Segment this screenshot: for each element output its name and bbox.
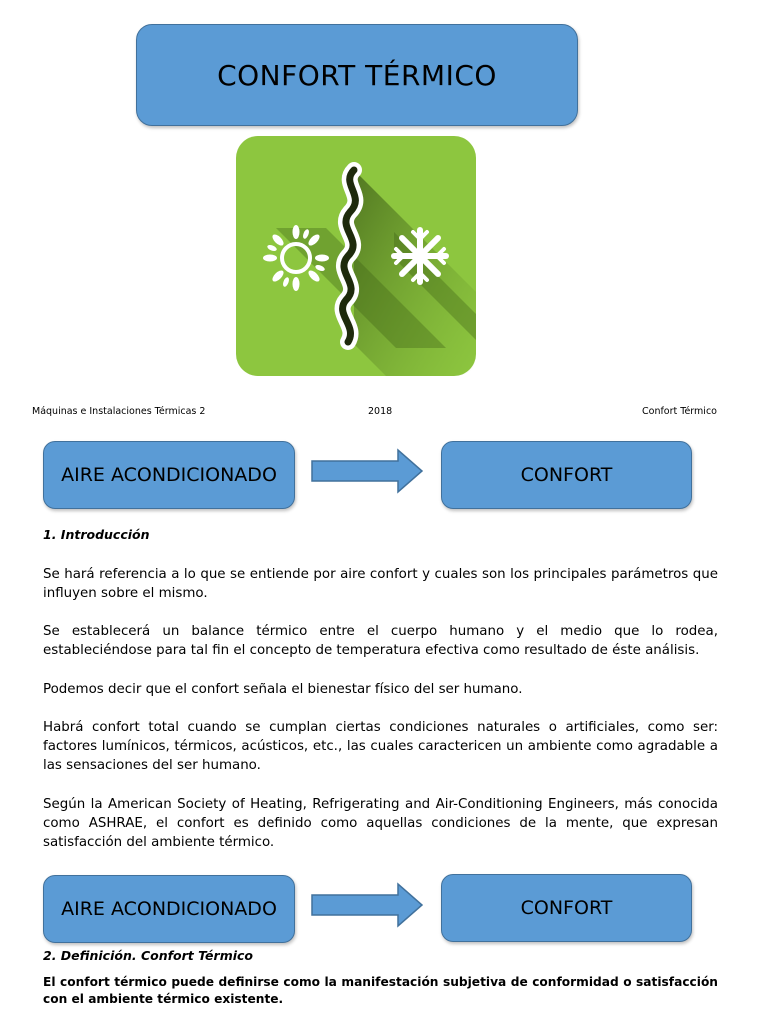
flow-from-label-2: AIRE ACONDICIONADO [61, 898, 277, 920]
right-arrow-icon-2 [310, 882, 425, 928]
flow-box-confort [441, 441, 692, 509]
flow-box-aire [43, 441, 295, 509]
header-course: Máquinas e Instalaciones Térmicas 2 [32, 406, 206, 417]
intro-paragraph-3: Podemos decir que el confort señala el bienestar físico del ser humano. [43, 682, 523, 697]
intro-paragraph-2: Se establecerá un balance térmico entre el cuerpo humano y el medio que lo rodea, estableciéndose para tal fin el concepto de temperatura efectiva como resultado de éste análisis. [43, 624, 718, 658]
intro-paragraph-4: Habrá confort total cuando se cumplan ciertas condiciones naturales o artificiales, como ser: factores lumínicos, térmicos, acústicos, etc., las cuales caractericen un ambiente como agradable a las sensaciones del ser humano. [43, 720, 718, 773]
right-arrow-icon [310, 448, 425, 494]
header-year: 2018 [368, 406, 393, 417]
section-1-heading: 1. Introducción [43, 527, 150, 542]
flow-box-confort-2 [441, 874, 692, 942]
flow-box-aire-2 [43, 875, 295, 943]
definition-paragraph: El confort térmico puede definirse como la manifestación subjetiva de conformidad o satisfacción con el ambiente térmico existente. [43, 975, 718, 1006]
flow-to-label-2: CONFORT [520, 897, 613, 919]
intro-paragraph-5: Según la American Society of Heating, Refrigerating and Air-Conditioning Engineers, más conocida como ASHRAE, el confort es definido como aquellas condiciones de la mente, que expresan satisfacción del ambiente térmico. [43, 797, 718, 850]
header-topic: Confort Térmico [642, 406, 717, 417]
snowflake-icon [394, 230, 446, 282]
flow-to-label: CONFORT [520, 464, 613, 486]
thermal-comfort-tile [236, 136, 476, 376]
title-box [136, 24, 578, 126]
section-2-heading: 2. Definición. Confort Térmico [43, 948, 253, 963]
page-title: CONFORT TÉRMICO [217, 58, 497, 92]
flow-from-label: AIRE ACONDICIONADO [61, 464, 277, 486]
intro-paragraph-1: Se hará referencia a lo que se entiende por aire confort y cuales son los principales parámetros que influyen sobre el mismo. [43, 567, 718, 601]
